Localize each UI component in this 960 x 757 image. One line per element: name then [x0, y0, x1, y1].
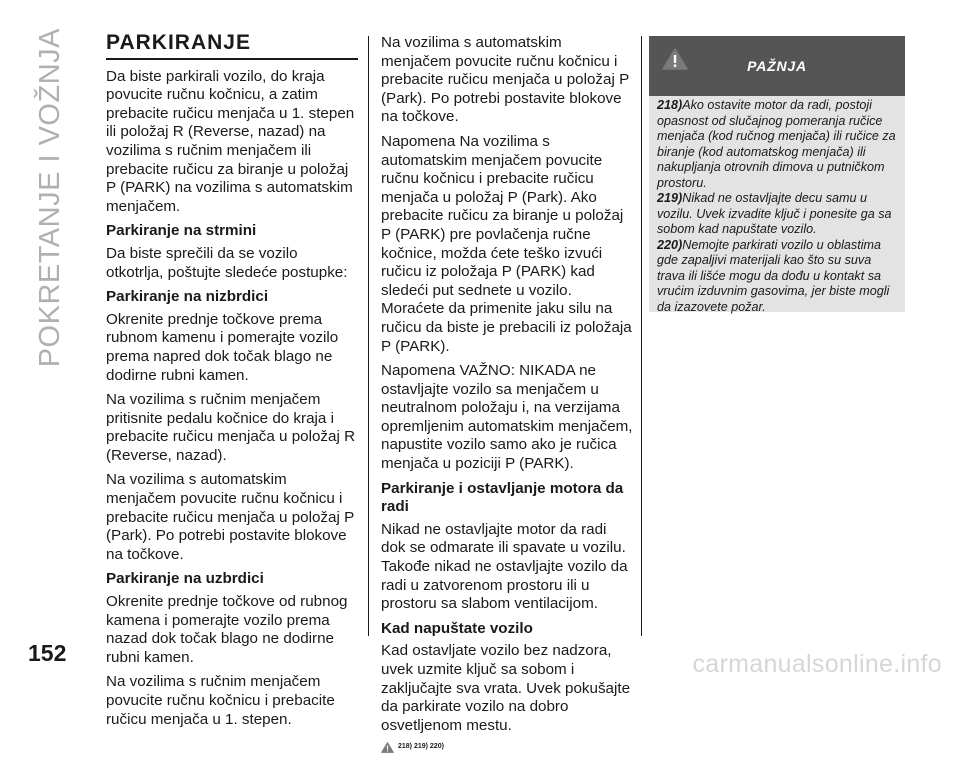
- paragraph-nizbrdici-2: Na vozilima s ručnim menjačem pritisnite pedalu kočnice do kraja i prebacite ručicu menjača u položaj R (Reverse, nazad).: [106, 391, 356, 464]
- warning-triangle-icon: [381, 742, 394, 753]
- column-divider-left: [368, 36, 369, 636]
- heading-strmini: Parkiranje na strmini: [106, 222, 257, 240]
- intro-paragraph: Da biste parkirali vozilo, do kraja povucite ručnu kočnicu, a zatim prebacite ručicu menjača u 1. stepen ili položaj R (Reverse, nazad) na vozilima s ručnim menjačem ili prebacite ručicu za biranje u položaj P (PARK) na vozilima s automatskim menjačem.: [106, 67, 355, 215]
- warning-title: PAŽNJA: [747, 58, 807, 74]
- warning-item-ref: 218): [657, 98, 683, 112]
- warning-references: [381, 738, 633, 757]
- warning-triangle-icon: [662, 48, 688, 70]
- paragraph-nizbrdici-1: Okrenite prednje točkove prema rubnom kamenu i pomerajte vozilo prema napred dok točak blago ne dodirne rubni kamen.: [106, 310, 339, 384]
- heading-motor: Parkiranje i ostavljanje motora da radi: [381, 479, 624, 516]
- warning-item: [657, 191, 897, 238]
- warning-item-text: Ako ostavite motor da radi, postoji opasnost od slučajnog pomeranja ručice menjača (kod ručnog menjača) ili ručice za biranje (kod automatskog menjača) ili nakupljanja otrovnih dimova u putničkom prostoru.: [657, 98, 896, 190]
- heading-uzbrdici: Parkiranje na uzbrdici: [106, 570, 264, 588]
- warning-item-ref: 219): [657, 191, 683, 205]
- warning-item-ref: 220): [657, 237, 683, 252]
- column-middle: [381, 34, 633, 757]
- paragraph-nizbrdici-3: Na vozilima s automatskim menjačem povucite ručnu kočnicu i prebacite ručicu menjača u položaj P (Park). Po potrebi postavite blokove na točkove.: [106, 471, 354, 563]
- warning-item: [657, 238, 897, 316]
- paragraph-uzbrdici-2: Na vozilima s ručnim menjačem povucite ručnu kočnicu i prebacite ručicu menjača u 1. stepen.: [106, 673, 335, 728]
- watermark: carmanualsonline.info: [692, 650, 942, 678]
- heading-napustate: Kad napuštate vozilo: [381, 619, 533, 637]
- column-left: [106, 31, 358, 735]
- warning-body: [649, 96, 905, 315]
- paragraph-uzbrdici-1: Okrenite prednje točkove od rubnog kamena i pomerajte vozilo prema nazad dok točak blago ne dodirne rubni kamen.: [106, 593, 348, 666]
- paragraph-park: Na vozilima s automatskim menjačem povucite ručnu kočnicu i prebacite ručicu menjača u položaj P (Park). Po potrebi postavite blokove na točkove.: [381, 34, 629, 126]
- warning-references-text: 218) 219) 220): [398, 743, 444, 751]
- chapter-side-title-text: POKRETANJE I VOŽNJA: [33, 28, 66, 368]
- chapter-side-title: [30, 28, 70, 588]
- note-paragraph-1: Napomena Na vozilima s automatskim menjačem povucite ručnu kočnicu i prebacite ručicu menjača u položaj P (Park). Ako prebacite ručicu za biranje u položaj P (PARK) pre povlačenja ručne kočnice, možda ćete teško izvući ručicu iz položaja P (PARK) kad sledeći put sednete u vozilo. Moraćete da primenite jaku silu na ručicu da biste je prebacili iz položaja P (PARK).: [381, 132, 632, 355]
- paragraph-napustate: Kad ostavljate vozilo bez nadzora, uvek uzmite ključ sa sobom i zaključajte sva vrata. Uvek pokušajte da parkirate vozilo na dobro osvetljenom mestu.: [381, 642, 631, 734]
- paragraph-motor: Nikad ne ostavljajte motor da radi dok se odmarate ili spavate u vozilu. Takođe nikad ne ostavljajte vozilo da radi u zatvorenom prostoru ili u prostoru sa slabom ventilacijom.: [381, 520, 628, 613]
- section-title: PARKIRANJE: [106, 34, 358, 60]
- note-paragraph-2: Napomena VAŽNO: NIKADA ne ostavljajte vozilo sa menjačem u neutralnom položaju i, na verzijama opremljenim automatskim menjačem, napustite vozilo samo ako je ručica menjača u poziciji P (PARK).: [381, 362, 633, 473]
- paragraph-strmini: Da biste sprečili da se vozilo otkotrlja, poštujte sledeće postupke:: [106, 244, 348, 281]
- column-divider-right: [641, 36, 642, 636]
- warning-item: [657, 98, 897, 191]
- page-number: 152: [28, 640, 67, 666]
- heading-nizbrdici: Parkiranje na nizbrdici: [106, 288, 269, 306]
- warning-header: [649, 36, 905, 96]
- warning-box: [649, 36, 905, 312]
- warning-item-text: Nemojte parkirati vozilo u oblastima gde zapaljivi materijali kao što su suva trava ili lišće mogu da dođu u kontakt sa vrućim izduvnim gasovima, jer biste mogli da izazovete požar.: [657, 237, 890, 314]
- warning-item-text: Nikad ne ostavljajte decu samu u vozilu. Uvek izvadite ključ i ponesite ga sa sobom kad napuštate vozilo.: [657, 191, 892, 236]
